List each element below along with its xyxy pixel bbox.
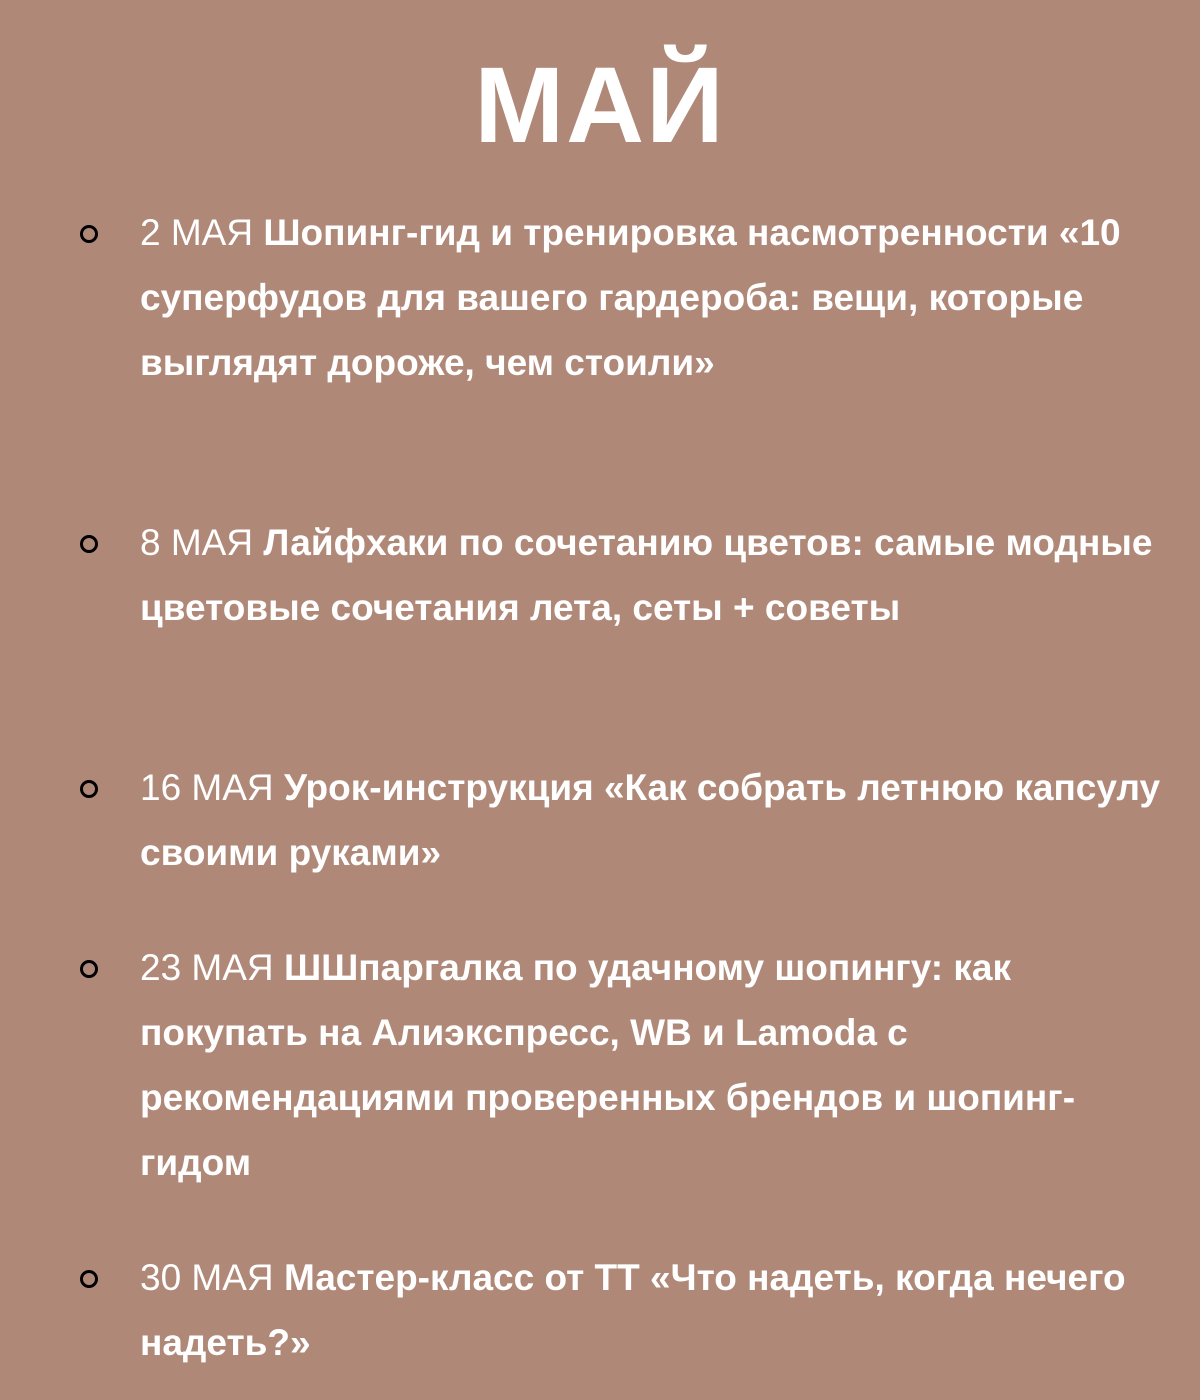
list-item-text bbox=[140, 200, 1170, 395]
item-date: 16 МАЯ bbox=[140, 767, 274, 808]
item-description: ШШпаргалка по удачному шопингу: как покупать на Алиэкспресс, WB и Lamoda с рекомендациями проверенных брендов и шопинг-гидом bbox=[140, 947, 1076, 1183]
item-date: 23 МАЯ bbox=[140, 947, 274, 988]
item-description: Лайфхаки по сочетанию цветов: самые модные цветовые сочетания лета, сеты + советы bbox=[140, 522, 1153, 628]
list-item-text bbox=[140, 935, 1170, 1195]
item-date: 2 МАЯ bbox=[140, 212, 254, 253]
bullet-circle-icon bbox=[80, 1270, 98, 1288]
item-description: Урок-инструкция «Как собрать летнюю капсулу своими руками» bbox=[140, 767, 1161, 873]
bullet-circle-icon bbox=[80, 225, 98, 243]
item-description: Мастер-класс от ТТ «Что надеть, когда нечего надеть?» bbox=[140, 1257, 1126, 1363]
list-item-text bbox=[140, 1245, 1170, 1375]
item-date: 8 МАЯ bbox=[140, 522, 254, 563]
list-item-text bbox=[140, 755, 1170, 885]
list-item-text bbox=[140, 510, 1170, 640]
bullet-circle-icon bbox=[80, 780, 98, 798]
bullet-circle-icon bbox=[80, 535, 98, 553]
item-description: Шопинг-гид и тренировка насмотренности «10 суперфудов для вашего гардероба: вещи, которые выглядят дороже, чем стоили» bbox=[140, 212, 1121, 383]
bullet-circle-icon bbox=[80, 960, 98, 978]
item-date: 30 МАЯ bbox=[140, 1257, 274, 1298]
page-title: МАЙ bbox=[474, 44, 726, 165]
